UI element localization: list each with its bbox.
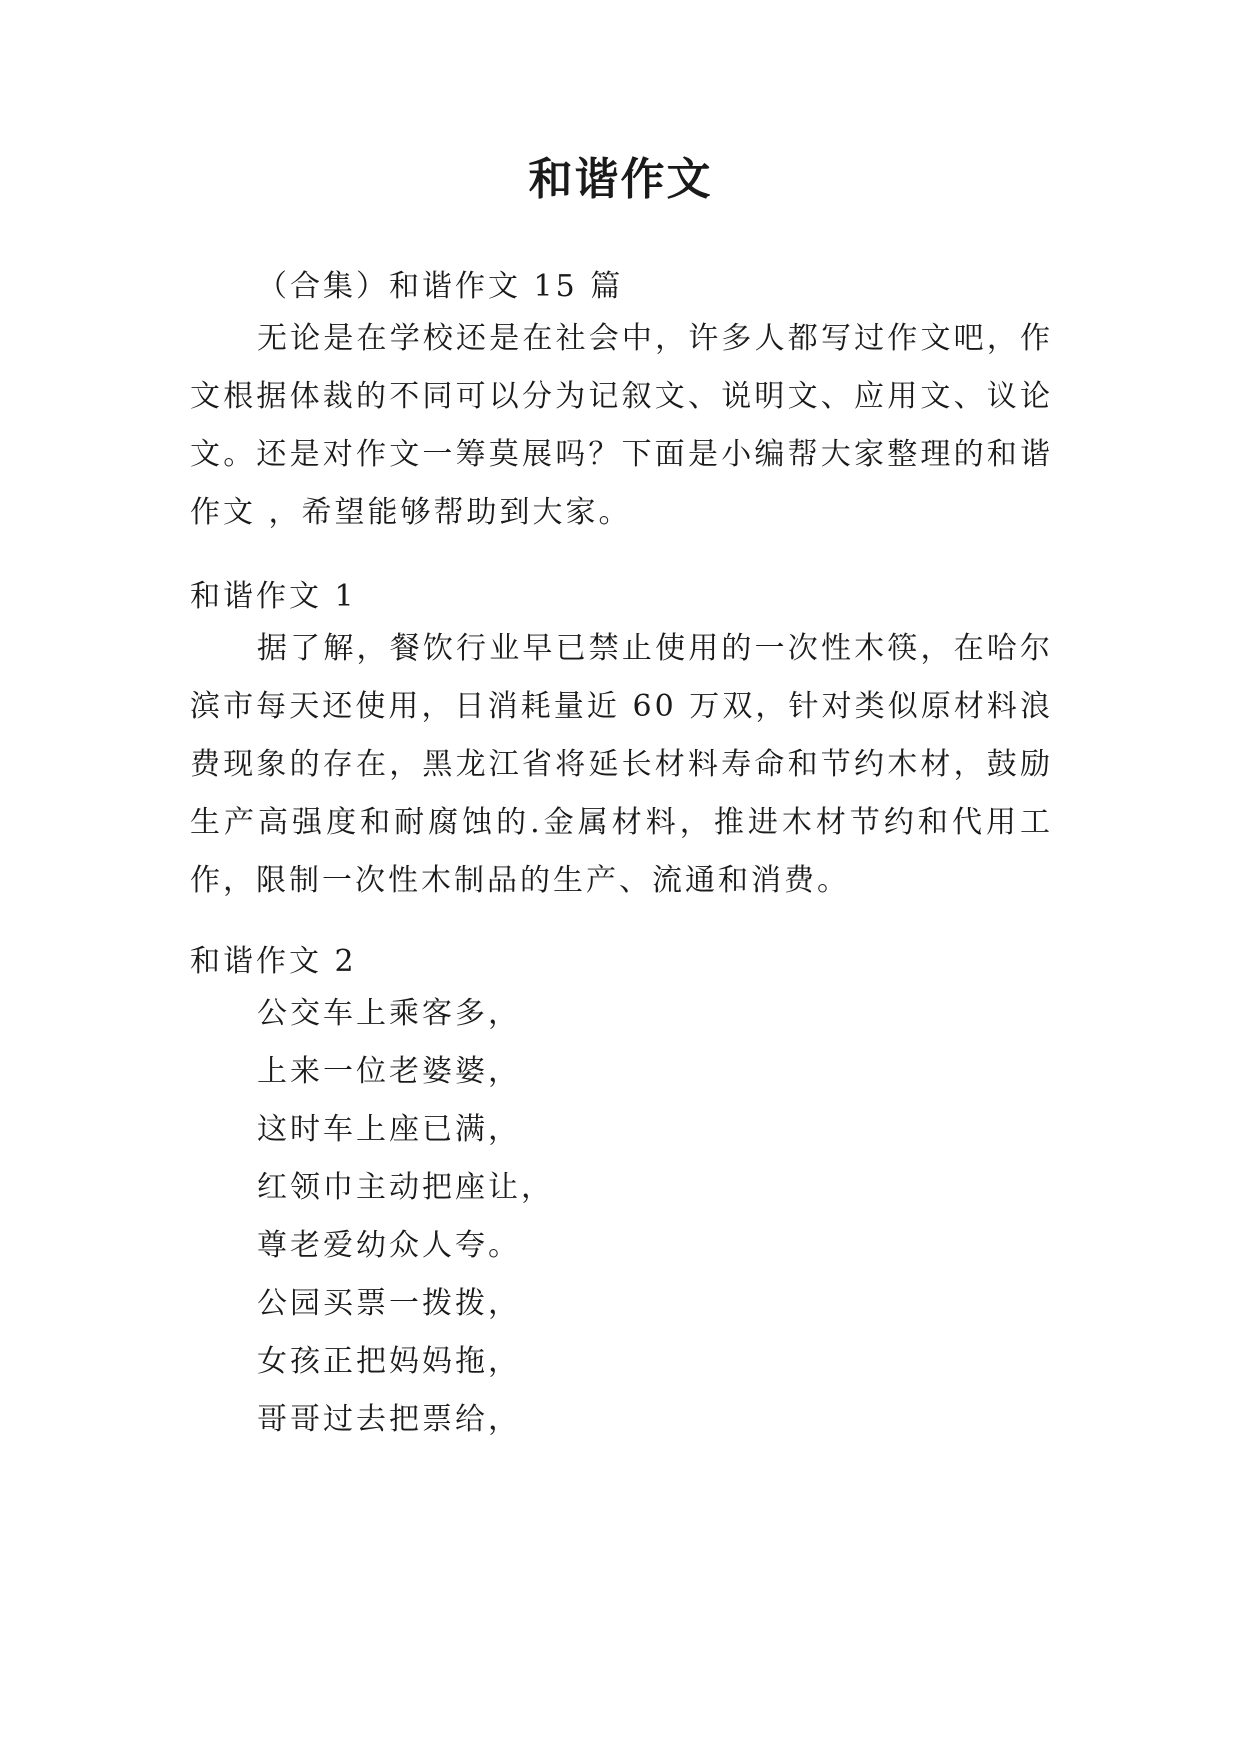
poem-line: 哥哥过去把票给， bbox=[257, 1402, 521, 1437]
section-heading-1: 和谐作文 1 bbox=[190, 579, 357, 614]
poem-line: 上来一位老婆婆， bbox=[257, 1054, 521, 1089]
poem-line: 女孩正把妈妈拖， bbox=[257, 1344, 521, 1379]
document-title: 和谐作文 bbox=[528, 154, 713, 205]
poem-lines bbox=[257, 985, 957, 1449]
poem-line: 公交车上乘客多， bbox=[257, 996, 521, 1031]
poem-line: 公园买票一拨拨， bbox=[257, 1286, 521, 1321]
poem-line: 这时车上座已满， bbox=[257, 1112, 521, 1147]
document-subtitle: （合集）和谐作文 15 篇 bbox=[257, 269, 624, 304]
intro-paragraph: 无论是在学校还是在社会中，许多人都写过作文吧，作文根据体裁的不同可以分为记叙文、说明文、应用文、议论文。还是对作文一筹莫展吗？下面是小编帮大家整理的和谐作文 ，希望能够帮助到大家。 bbox=[190, 321, 1053, 530]
poem-line: 红领巾主动把座让， bbox=[257, 1170, 554, 1205]
poem-line: 尊老爱幼众人夸。 bbox=[257, 1228, 521, 1263]
section-1-paragraph: 据了解，餐饮行业早已禁止使用的一次性木筷，在哈尔滨市每天还使用，日消耗量近 60 万双，针对类似原材料浪费现象的存在，黑龙江省将延长材料寿命和节约木材，鼓励生产高强度和耐腐蚀的.金属材料，推进木材节约和代用工作，限制一次性木制品的生产、流通和消费。 bbox=[190, 631, 1053, 898]
section-heading-2: 和谐作文 2 bbox=[190, 944, 357, 979]
